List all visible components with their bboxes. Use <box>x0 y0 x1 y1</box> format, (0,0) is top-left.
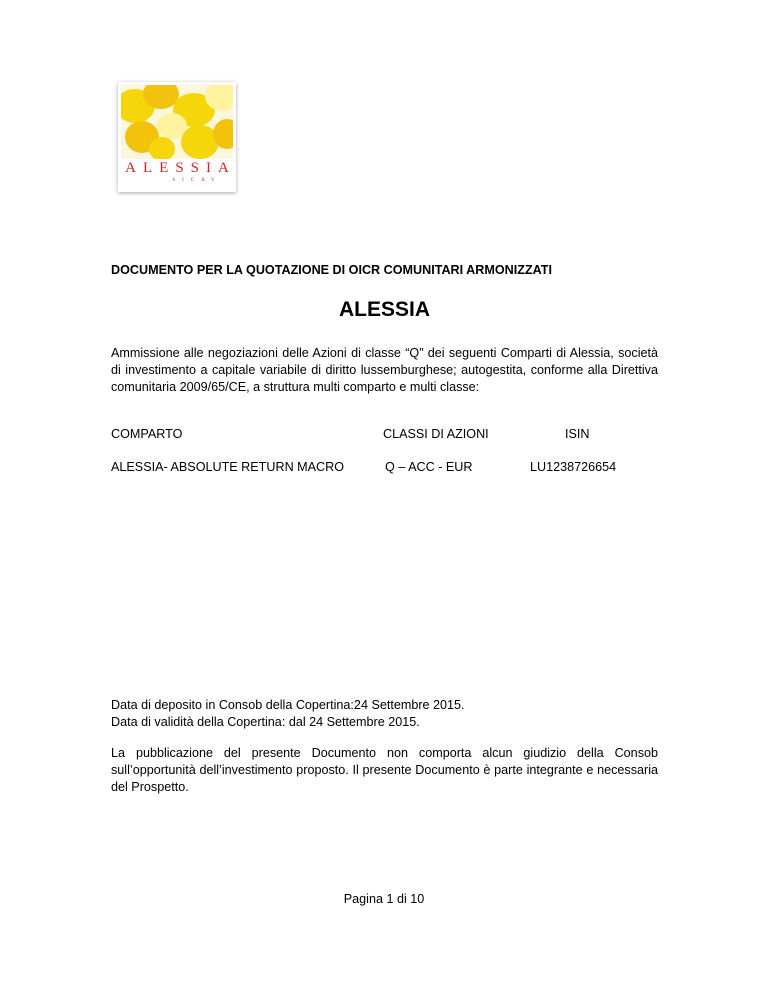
deposit-date: Data di deposito in Consob della Copertina:24 Settembre 2015. <box>111 698 465 712</box>
disclaimer-paragraph: La pubblicazione del presente Documento non comporta alcun giudizio della Consob sull’opportunità dell’investimento proposto. Il presente Documento è parte integrante e necessaria del Prospetto. <box>111 746 658 794</box>
alessia-sicav-logo <box>118 82 236 192</box>
validity-date: Data di validità della Copertina: dal 24 Settembre 2015. <box>111 715 420 729</box>
document-heading: DOCUMENTO PER LA QUOTAZIONE DI OICR COMUNITARI ARMONIZZATI <box>111 263 552 277</box>
intro-paragraph: Ammissione alle negoziazioni delle Azioni di classe “Q” dei seguenti Comparti di Alessia, società di investimento a capitale variabile di diritto lussemburghese; autogestita, conforme alla Direttiva comunitaria 2009/65/CE, a struttura multi comparto e multi classe: <box>111 346 658 394</box>
table-header-isin: ISIN <box>565 427 590 441</box>
table-cell-classi: Q – ACC - EUR <box>385 460 473 474</box>
table-header-classi: CLASSI DI AZIONI <box>383 427 489 441</box>
logo-subtitle: SICAV <box>172 178 222 183</box>
table-header-comparto: COMPARTO <box>111 427 183 441</box>
table-cell-comparto: ALESSIA- ABSOLUTE RETURN MACRO <box>111 460 345 474</box>
logo-name: ALESSIA <box>125 160 236 176</box>
page-number: Pagina 1 di 10 <box>343 892 425 906</box>
table-cell-isin: LU1238726654 <box>530 460 617 474</box>
document-title: ALESSIA <box>338 298 430 321</box>
yellow-flowers-image <box>121 85 233 159</box>
